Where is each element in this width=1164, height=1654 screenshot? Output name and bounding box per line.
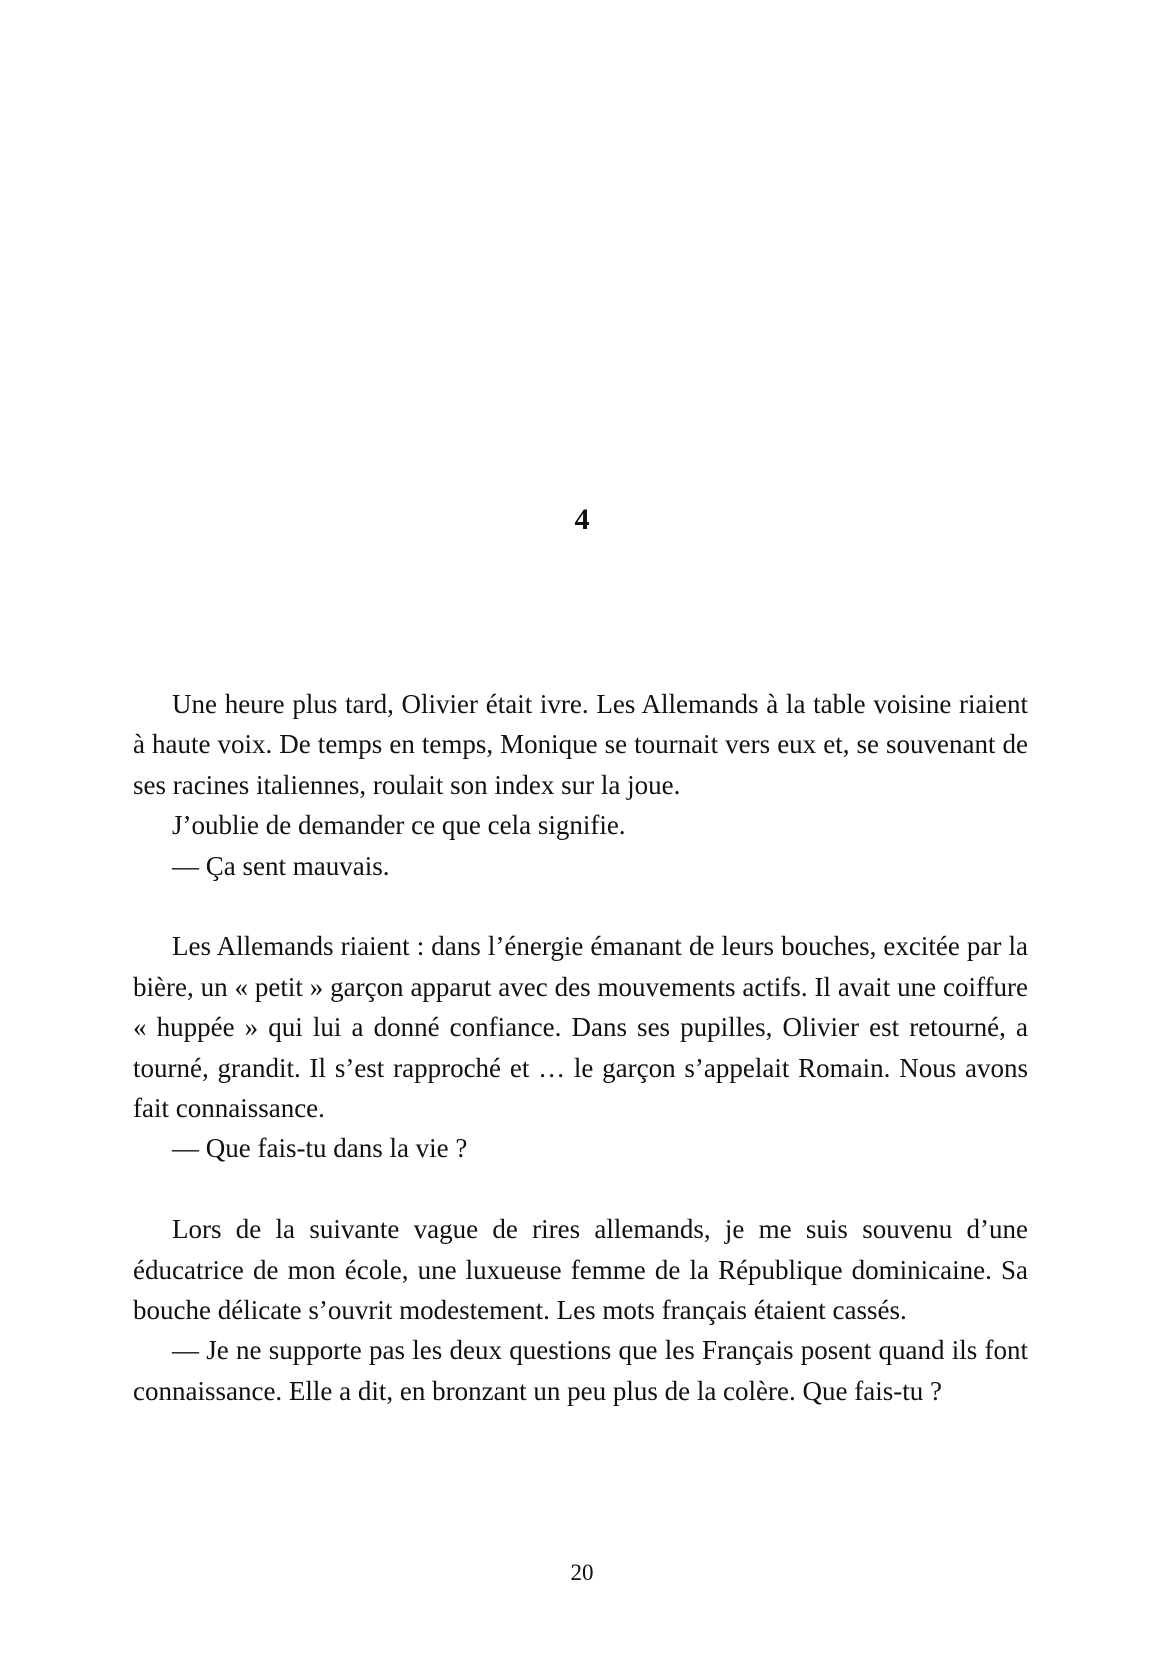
dialogue-line: — Que fais-tu dans la vie ? <box>172 1133 468 1164</box>
dialogue-line: — Ça sent mauvais. <box>172 850 390 881</box>
paragraph: Une heure plus tard, Olivier était ivre. Les Allemands à la table voisine riaient à haute voix. De temps en temps, Monique se tournait vers eux et, se souvenant de ses racines italiennes, roulait son index sur la joue. <box>133 689 1028 800</box>
chapter-number: 4 <box>574 503 590 536</box>
paragraph: Les Allemands riaient : dans l’énergie émanant de leurs bouches, excitée par la bière, un « petit » garçon apparut avec des mouvements actifs. Il avait une coiffure « huppée » qui lui a donné confiance. Dans ses pupilles, Olivier est retourné, a tourné, grandit. Il s’est rapproché et … le garçon s’appelait Romain. Nous avons fait connaissance. <box>133 931 1028 1124</box>
dialogue-line: — Je ne supporte pas les deux questions que les Français posent quand ils font connaissance. Elle a dit, en bronzant un peu plus de la colère. Que fais-tu ? <box>133 1335 1028 1406</box>
section-break <box>133 1169 1028 1209</box>
page-number: 20 <box>570 1560 594 1585</box>
section-break <box>133 886 1028 926</box>
paragraph: Lors de la suivante vague de rires allemands, je me suis souvenu d’une éducatrice de mon école, une luxueuse femme de la République dominicaine. Sa bouche délicate s’ouvrit modestement. Les mots français étaient cassés. <box>133 1214 1028 1326</box>
body-text <box>133 684 1028 1411</box>
paragraph: J’oublie de demander ce que cela signifie. <box>172 810 626 841</box>
